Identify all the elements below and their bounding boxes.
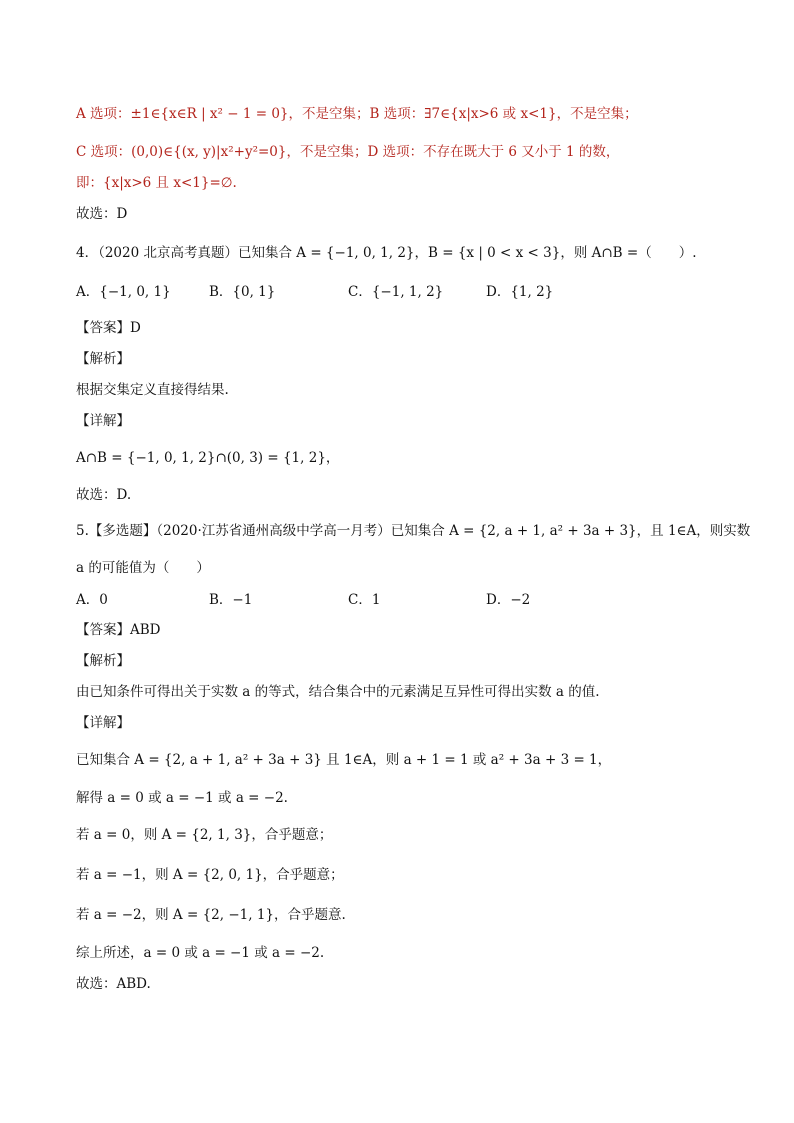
- q4-answer: 【答案】D: [76, 320, 141, 336]
- q5-detail-line-1: 已知集合 A = {2, a + 1, a² + 3a + 3} 且 1∈A，则 a + 1 = 1 或 a² + 3a + 3 = 1，: [76, 752, 612, 768]
- q5-detail-line-4: 若 a = −1，则 A = {2, 0, 1}，合乎题意；: [76, 867, 344, 883]
- q4-analysis-label: 【解析】: [76, 351, 130, 367]
- q5-stem-line-2: a 的可能值为（ ）: [76, 560, 210, 576]
- q4-analysis-text: 根据交集定义直接得结果.: [76, 382, 229, 398]
- q5-option-a: A．0: [76, 592, 108, 608]
- q5-detail-line-5: 若 a = −2，则 A = {2, −1, 1}，合乎题意.: [76, 907, 346, 923]
- q5-detail-line-6: 综上所述，a = 0 或 a = −1 或 a = −2.: [76, 945, 325, 961]
- q4-stem: 4．（2020 北京高考真题）已知集合 A = {−1, 0, 1, 2}，B = {x | 0 < x < 3}，则 A∩B =（ ）.: [76, 245, 697, 261]
- q5-stem-line-1: 5.【多选题】（2020·江苏省通州高级中学高一月考）已知集合 A = {2, a + 1, a² + 3a + 3}，且 1∈A，则实数: [76, 523, 751, 539]
- q4-detail-label: 【详解】: [76, 413, 130, 429]
- q5-choice: 故选：ABD.: [76, 976, 151, 992]
- q4-option-b: B．{0, 1}: [209, 284, 276, 300]
- q5-answer: 【答案】ABD: [76, 622, 161, 638]
- q5-option-d: D．−2: [486, 592, 531, 608]
- q5-option-b: B．−1: [209, 592, 253, 608]
- q5-analysis-text: 由已知条件可得出关于实数 a 的等式，结合集合中的元素满足互异性可得出实数 a 的值.: [76, 684, 600, 700]
- q4-option-c: C．{−1, 1, 2}: [348, 284, 444, 300]
- q5-analysis-label: 【解析】: [76, 653, 130, 669]
- q4-detail-text: A∩B = {−1, 0, 1, 2}∩(0, 3) = {1, 2}，: [76, 450, 340, 466]
- q3-analysis-line-3: 即：{x|x>6 且 x<1}=∅.: [76, 175, 237, 191]
- q4-choice: 故选：D.: [76, 487, 132, 503]
- q3-choice: 故选：D: [76, 206, 128, 222]
- q4-option-a: A．{−1, 0, 1}: [76, 284, 171, 300]
- q5-detail-line-3: 若 a = 0，则 A = {2, 1, 3}，合乎题意；: [76, 827, 333, 843]
- q5-detail-line-2: 解得 a = 0 或 a = −1 或 a = −2.: [76, 790, 288, 806]
- q3-analysis-line-2: C 选项：(0,0)∈{(x, y)|x²+y²=0}，不是空集；D 选项：不存在既大于 6 又小于 1 的数，: [76, 144, 620, 160]
- q5-option-c: C．1: [348, 592, 381, 608]
- q4-option-d: D．{1, 2}: [486, 284, 554, 300]
- q3-analysis-line-1: A 选项：±1∈{x∈R | x² − 1 = 0}，不是空集；B 选项：∃7∈{x|x>6 或 x<1}，不是空集；: [76, 106, 638, 122]
- q5-detail-label: 【详解】: [76, 715, 130, 731]
